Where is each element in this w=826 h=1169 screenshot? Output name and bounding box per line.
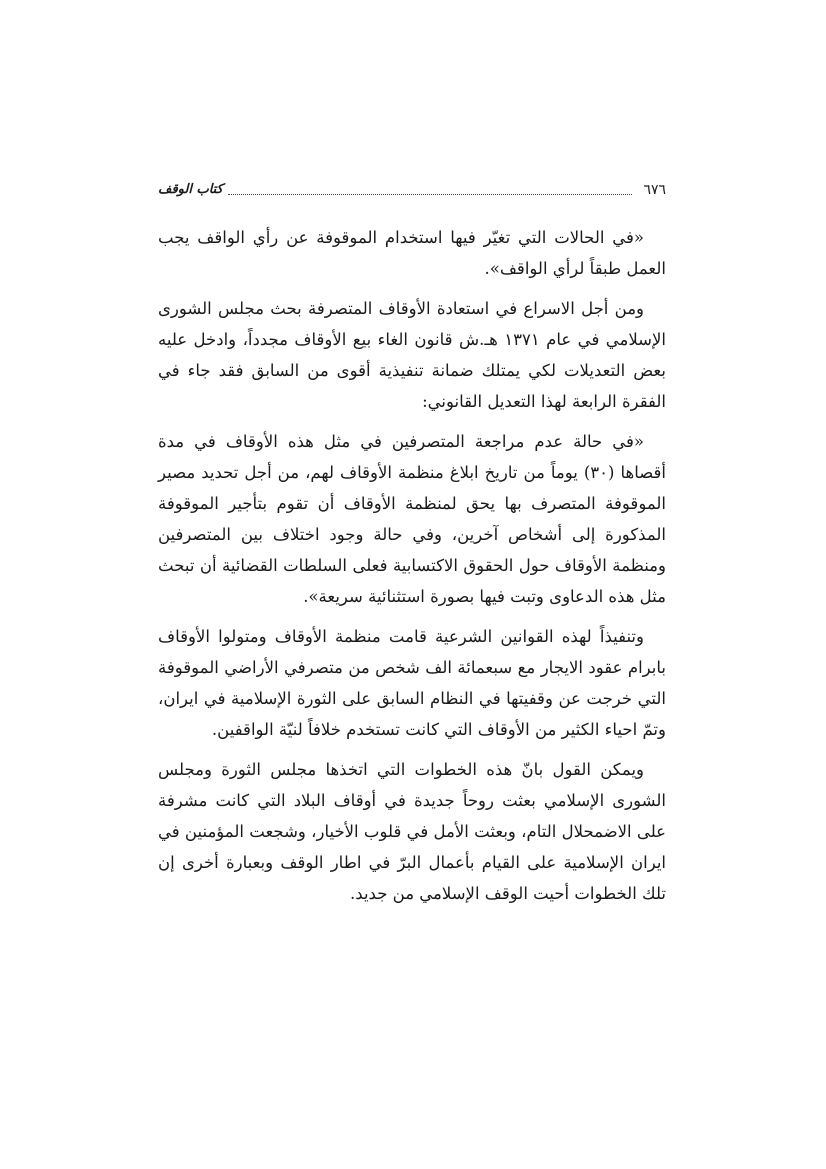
body-text [158, 222, 666, 918]
header-dotted-leader [228, 194, 632, 195]
paragraph-4: وتنفيذاً لهذه القوانين الشرعية قامت منظمة الأوقاف ومتولوا الأوقاف بابرام عقود الايجار مع سبعمائة الف شخص من متصرفي الأراضي الموقوفة التي خرجت عن وقفيتها في النظام السابق على الثورة الإسلامية في ايران، وتمّ احياء الكثير من الأوقاف التي كانت تستخدم خلافاً لنيّة الواقفين. [158, 627, 666, 739]
paragraph-quote-2: «في حالة عدم مراجعة المتصرفين في مثل هذه الأوقاف في مدة أقصاها (٣٠) يوماً من تاريخ ابلاغ منظمة الأوقاف لهم، من أجل تحديد مصير الموقوفة المتصرف بها يحق لمنظمة الأوقاف أن تقوم بتأجير الموقوفة المذكورة إلى أشخاص آخرين، وفي حالة وجود اختلاف بين المتصرفين ومنظمة الأوقاف حول الحقوق الاكتسابية فعلى السلطات القضائية أن تبحث مثل هذه الدعاوى وتبت فيها بصورة استثنائية سريعة». [158, 432, 667, 606]
page-number: ٦٧٦ [643, 182, 666, 198]
paragraph-5: ويمكن القول بانّ هذه الخطوات التي اتخذها مجلس الثورة ومجلس الشورى الإسلامي بعثت روحاً جديدة في أوقاف البلاد التي كانت مشرفة على الاضمحلال التام، وبعثت الأمل في قلوب الأخيار، وشجعت المؤمنين في ايران الإسلامية على القيام بأعمال البرّ في اطار الوقف وبعبارة أخرى إن تلك الخطوات أحيت الوقف الإسلامي من جديد. [158, 760, 666, 903]
paragraph-2: ومن أجل الاسراع في استعادة الأوقاف المتصرفة بحث مجلس الشورى الإسلامي في عام ١٣٧١ هـ.ش قانون الغاء بيع الأوقاف مجدداً، وادخل عليه بعض التعديلات لكي يمتلك ضمانة تنفيذية أقوى من السابق فقد جاء في الفقرة الرابعة لهذا التعديل القانوني: [158, 299, 667, 411]
running-header [158, 180, 666, 204]
document-page [158, 170, 666, 1090]
paragraph-quote-1: «في الحالات التي تغيّر فيها استخدام الموقوفة عن رأي الواقف يجب العمل طبقاً لرأي الواقف». [158, 228, 666, 278]
book-title: كتاب الوقف [158, 182, 223, 197]
